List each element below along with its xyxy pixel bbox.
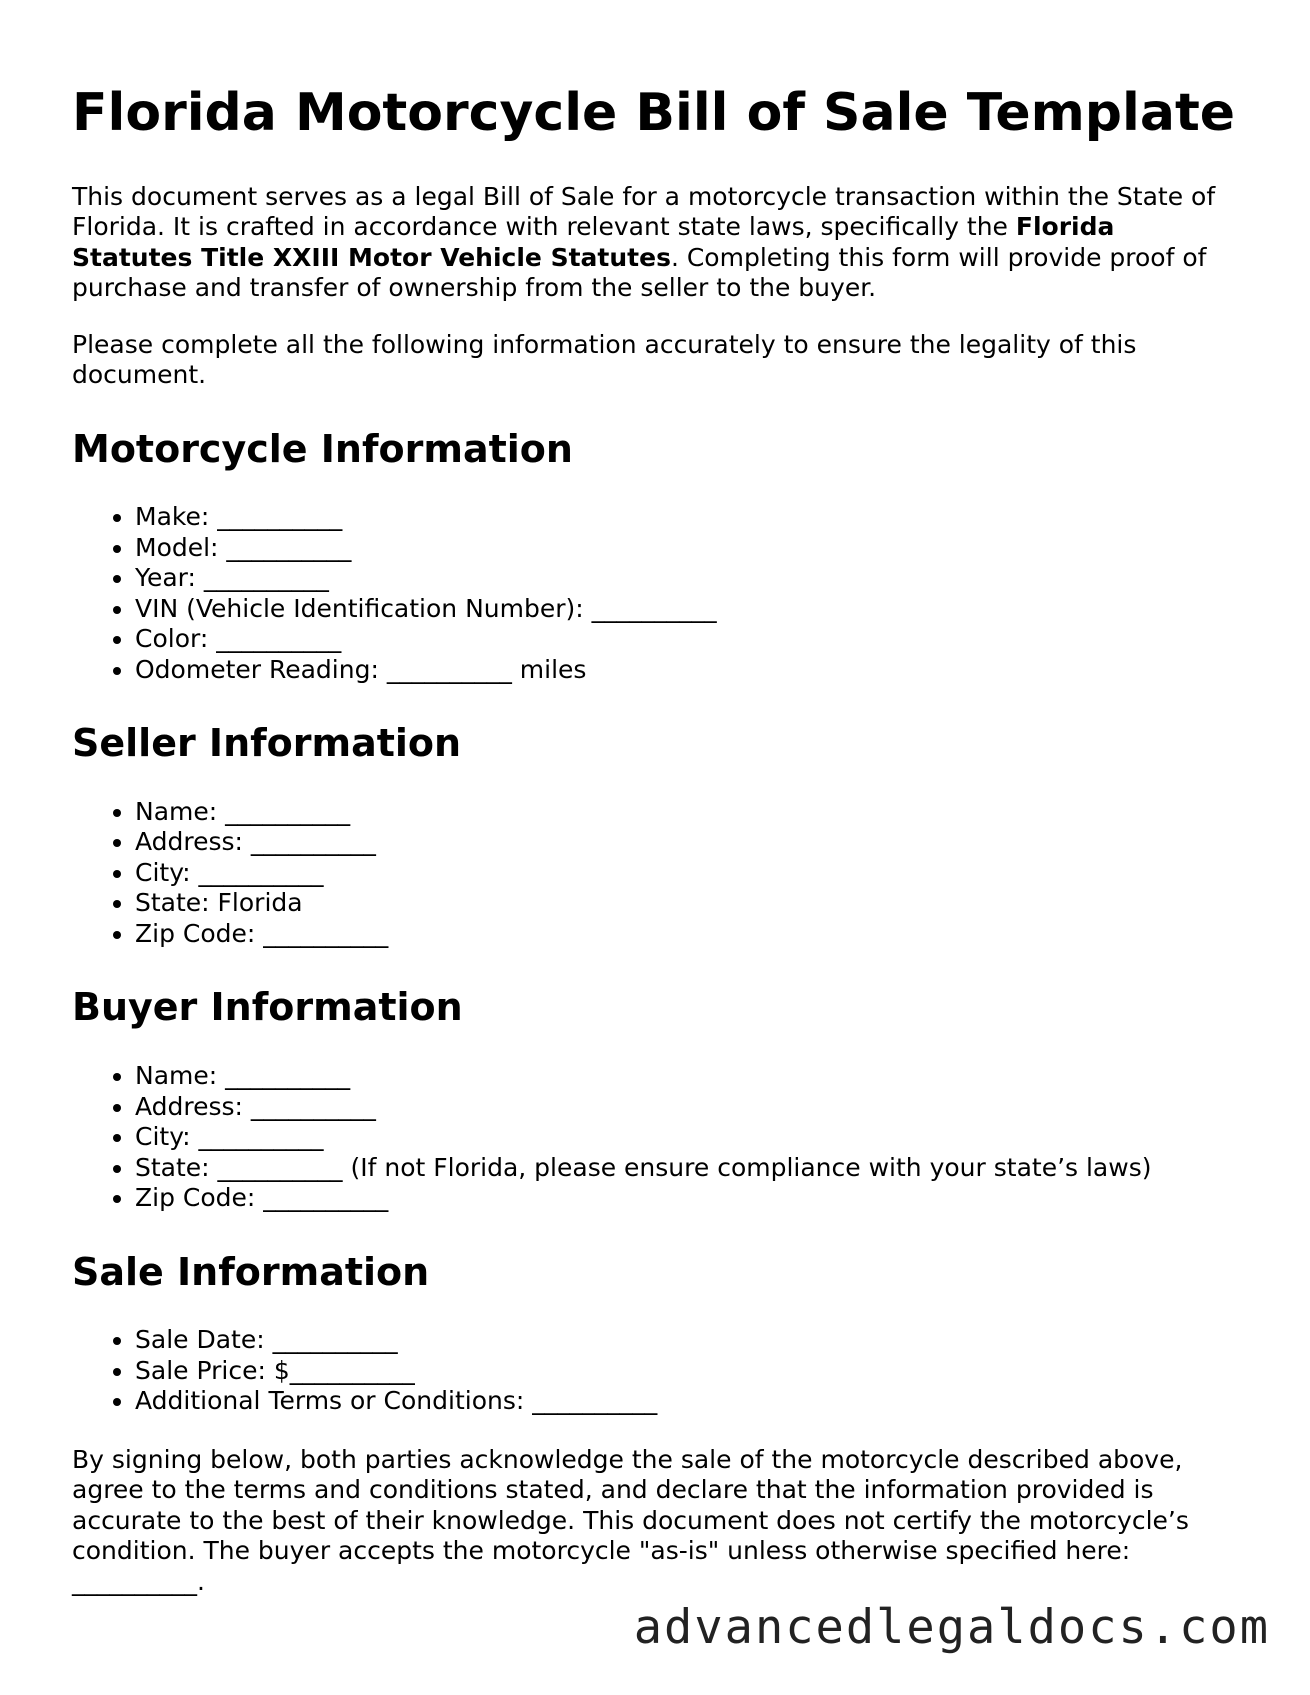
closing-paragraph: By signing below, both parties acknowledge the sale of the motorcycle described above, agree to the terms and conditions stated, and declare that the information provided is accurate to the best of their knowledge. This document does not certify the motorcycle’s condition. The buyer accepts the motorcycle "as-is" unless otherwise specified here: __________. — [72, 1444, 1189, 1596]
buyer-name-item: • Name: __________ — [135, 1061, 1242, 1092]
motorcycle-model-item: • Model: __________ — [135, 533, 1242, 564]
seller-heading: Seller Information — [72, 721, 462, 766]
buyer-address-item: • Address: __________ — [135, 1092, 1242, 1123]
buyer-city-item: • City: __________ — [135, 1122, 1242, 1153]
motorcycle-year-item: • Year: __________ — [135, 563, 1242, 594]
motorcycle-vin-item: • VIN (Vehicle Identification Number): __________ — [135, 594, 1242, 625]
intro-text-1: This document serves as a legal Bill of Sale for a motorcycle transaction within the State of Florida. It is crafted in accordance with relevant state laws, specifically the — [72, 181, 1216, 242]
document-page — [72, 84, 1242, 1623]
sale-heading: Sale Information — [72, 1249, 430, 1294]
buyer-zip-item: • Zip Code: __________ — [135, 1183, 1242, 1214]
intro-statute-reference: Florida Statutes Title XXIII Motor Vehicle Statutes — [72, 212, 1115, 272]
motorcycle-heading: Motorcycle Information — [72, 426, 573, 471]
sale-terms-item: • Additional Terms or Conditions: __________ — [135, 1386, 1242, 1417]
seller-city-item: • City: __________ — [135, 858, 1242, 889]
sale-list — [72, 1325, 1242, 1417]
motorcycle-color-item: • Color: __________ — [135, 624, 1242, 655]
seller-list — [72, 797, 1242, 950]
buyer-heading: Buyer Information — [72, 985, 463, 1030]
motorcycle-odometer-item: • Odometer Reading: __________ miles — [135, 655, 1242, 686]
buyer-state-item: • State: __________ (If not Florida, please ensure compliance with your state’s laws) — [135, 1153, 1242, 1184]
sale-price-item: • Sale Price: $__________ — [135, 1356, 1242, 1387]
buyer-list — [72, 1061, 1242, 1214]
seller-address-item: • Address: __________ — [135, 827, 1242, 858]
seller-name-item: • Name: __________ — [135, 797, 1242, 828]
intro-text-2: . Completing this form will provide proof of purchase and transfer of ownership from the seller to the buyer. — [72, 242, 1207, 303]
seller-zip-item: • Zip Code: __________ — [135, 919, 1242, 950]
instruction-paragraph: Please complete all the following information accurately to ensure the legality of this document. — [72, 329, 1137, 390]
motorcycle-list — [72, 502, 1242, 685]
seller-state-item: • State: Florida — [135, 888, 1242, 919]
sale-date-item: • Sale Date: __________ — [135, 1325, 1242, 1356]
motorcycle-make-item: • Make: __________ — [135, 502, 1242, 533]
document-title: Florida Motorcycle Bill of Sale Template — [72, 83, 1236, 143]
site-watermark: advancedlegaldocs.com — [633, 1600, 1270, 1655]
intro-paragraph — [72, 182, 1242, 304]
